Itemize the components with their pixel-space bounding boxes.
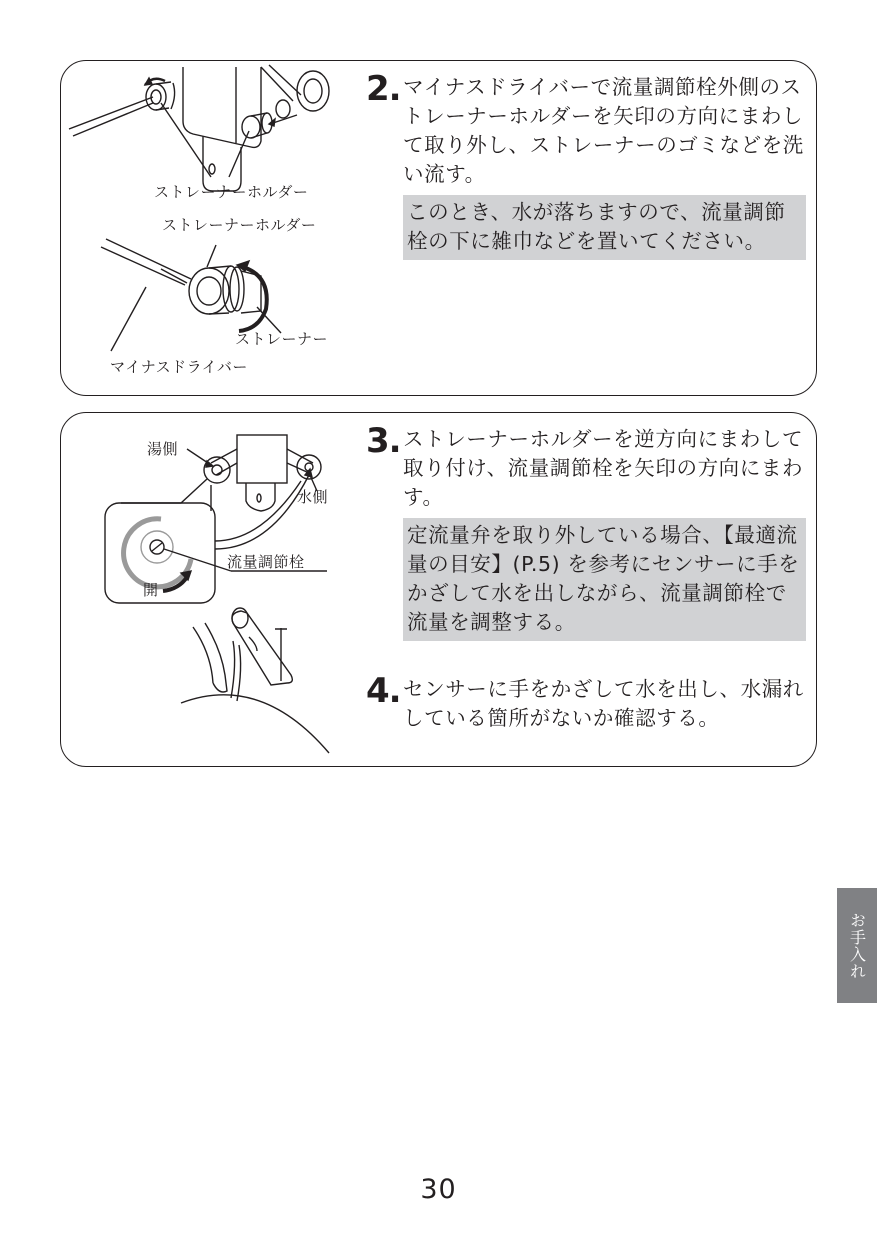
- step-number: 3.: [366, 421, 401, 461]
- open-label: 開: [143, 581, 159, 599]
- page-number: 30: [420, 1174, 457, 1205]
- section-tab-maintenance: お手入れ: [837, 888, 877, 1003]
- step-3: [366, 421, 806, 641]
- step-number: 2.: [366, 69, 401, 109]
- step-note: 定流量弁を取り外している場合、【最適流量の目安】(P.5) を参考にセンサーに手をかざして水を出しながら、流量調節栓で流量を調整する。: [403, 518, 806, 641]
- step-instruction: ストレーナーホルダーを逆方向にまわして取り付け、流量調節栓を矢印の方向にまわす。: [403, 427, 804, 509]
- strainer-label: ストレーナー: [235, 330, 329, 348]
- step-instruction: マイナスドライバーで流量調節栓外側のストレーナーホルダーを矢印の方向にまわして取り外し、ストレーナーのゴミなどを洗い流す。: [403, 75, 804, 186]
- step-3-4-panel: [60, 412, 817, 767]
- strainer-removal-illustration: [61, 61, 361, 395]
- step-4: [366, 671, 806, 733]
- flow-valve-label: 流量調節栓: [227, 553, 305, 571]
- hot-side-label: 湯側: [147, 440, 179, 458]
- screwdriver-label: マイナスドライバー: [110, 358, 248, 376]
- step-note: このとき、水が落ちますので、流量調節栓の下に雑巾などを置いてください。: [403, 195, 806, 260]
- step-instruction: センサーに手をかざして水を出し、水漏れしている箇所がないか確認する。: [403, 677, 804, 730]
- step-2: [366, 69, 806, 260]
- strainer-holder-label-2: ストレーナーホルダー: [162, 216, 317, 234]
- strainer-holder-label: ストレーナーホルダー: [154, 183, 309, 201]
- cold-side-label: 水側: [297, 488, 329, 506]
- flow-adjust-illustration: [61, 413, 361, 766]
- flow-valve-diagram-icon: [61, 413, 361, 768]
- step-2-panel: [60, 60, 817, 396]
- step-number: 4.: [366, 671, 401, 711]
